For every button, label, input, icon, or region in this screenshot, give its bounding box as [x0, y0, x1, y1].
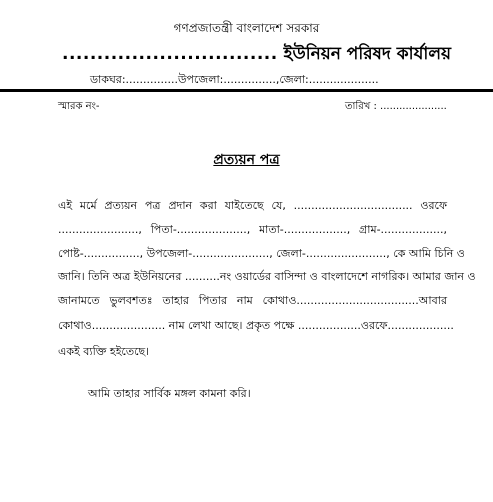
body-line: এই মর্মে প্রত্যয়ন পত্র প্রদান করা যাইতেছে যে, .................................. ওরফে: [58, 199, 447, 212]
memo-number: স্মারক নং-: [58, 101, 100, 112]
body-line: কোথাও..................... নাম লেখা আছে। প্রকৃত পক্ষে ..................ওরফে...................: [58, 319, 454, 332]
office-name-blank: ...............................: [62, 44, 278, 64]
body-line: ......................., পিতা-...................., মাতা-.................., গ্রাম-..................,: [58, 223, 447, 236]
body-line: পোষ্ট-................, উপজেলা-......................, জেলা-......................., কে আমি চিনি ও: [58, 247, 465, 260]
office-name: ইউনিয়ন পরিষদ কার্যালয়: [283, 44, 452, 64]
closing-blessing: আমি তাহার সার্বিক মঙ্গল কামনা করি।: [88, 387, 251, 400]
government-title: গণপ্রজাতন্ত্রী বাংলাদেশ সরকার: [173, 21, 320, 35]
office-heading: [62, 41, 451, 69]
date-field: তারিখ : .....................: [345, 101, 447, 112]
body-line: জানামতে ভুলবশতঃ তাহার পিতার নাম কোথাও...................................আবার: [58, 294, 447, 307]
body-line: একই ব্যক্তি হইতেছে।: [58, 345, 150, 358]
body-line: জানি। তিনি অত্র ইউনিয়নের ..........নং ওয়ার্ডের বাসিন্দা ও বাংলাদেশে নাগরিক। আমার জান ও: [58, 270, 476, 283]
address-line: ডাকঘর:...............উপজেলা:...............,জেলা:....................: [90, 73, 379, 86]
certificate-title: প্রত্যয়ন পত্র: [213, 152, 280, 168]
header-divider: [0, 89, 493, 92]
